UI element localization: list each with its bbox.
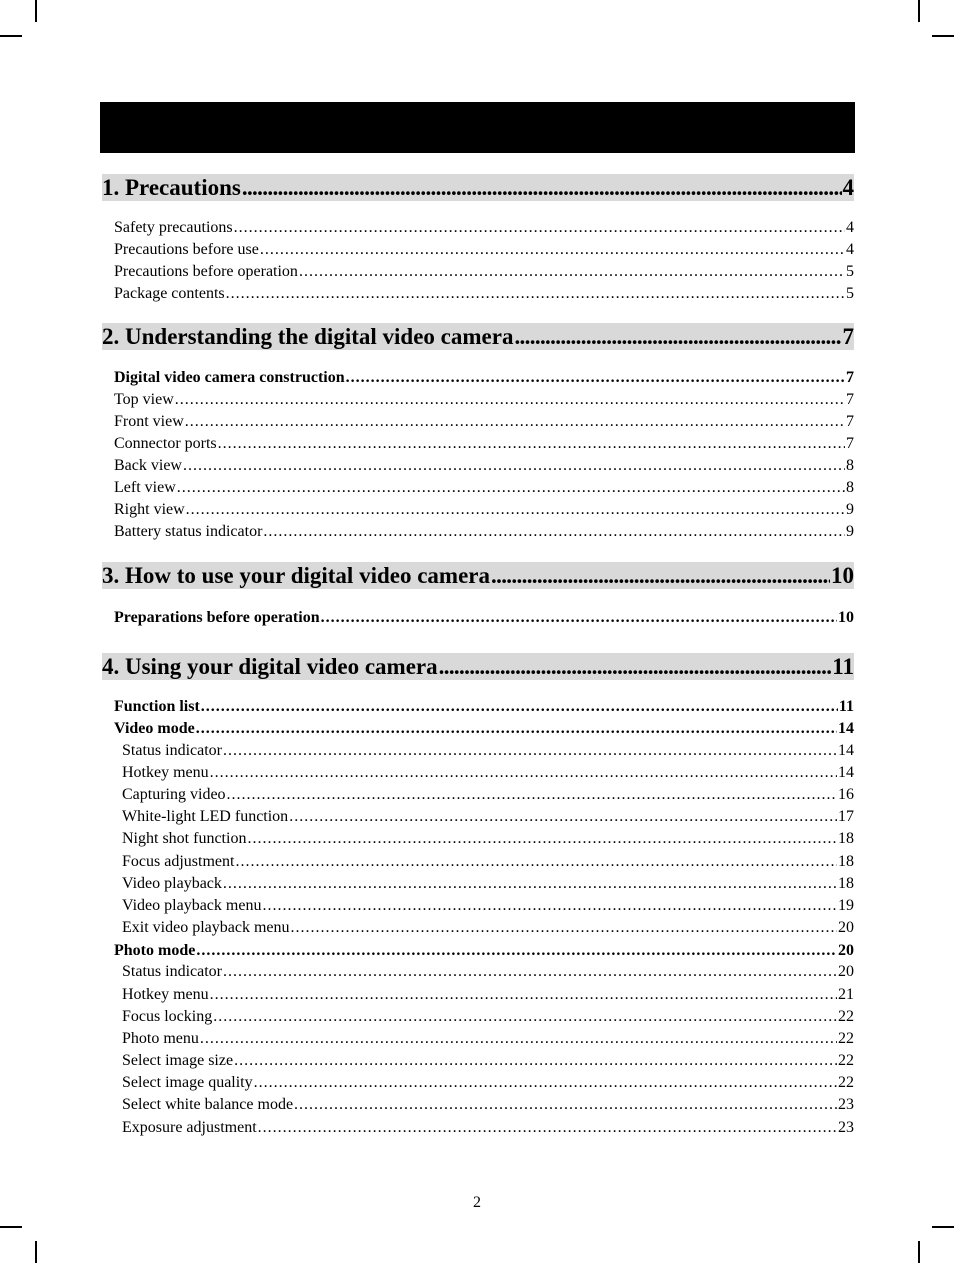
- dot-leader: [247, 828, 837, 850]
- toc-entry[interactable]: [114, 455, 854, 477]
- toc-entry-title: Exit video playback menu: [122, 919, 290, 936]
- toc-entry-page: 16: [838, 786, 854, 803]
- toc-section-heading[interactable]: [102, 562, 854, 589]
- toc-entry-title: Preparations before operation: [114, 609, 320, 626]
- toc-entry[interactable]: [122, 806, 854, 828]
- toc-entry-title: Back view: [114, 457, 182, 474]
- toc-section-heading[interactable]: [102, 174, 854, 201]
- toc-section-heading-page: 10: [831, 563, 854, 588]
- toc-entry-title: Focus locking: [122, 1008, 213, 1025]
- toc-entry-page: 5: [846, 285, 854, 302]
- dot-leader: [321, 607, 837, 629]
- toc-entry-title: Package contents: [114, 285, 225, 302]
- toc-entry[interactable]: [114, 607, 854, 629]
- toc-entry[interactable]: [122, 740, 854, 762]
- toc-entry-title: Left view: [114, 479, 176, 496]
- toc-entry-title: Front view: [114, 413, 184, 430]
- toc-entry-title: Photo menu: [122, 1030, 199, 1047]
- dot-leader: [213, 1006, 837, 1028]
- toc-entry[interactable]: [114, 389, 854, 411]
- dot-leader: [210, 984, 837, 1006]
- toc-entry[interactable]: [122, 1094, 854, 1116]
- toc-entry-title: Hotkey menu: [122, 986, 209, 1003]
- toc-entry-title: Photo mode: [114, 942, 196, 959]
- toc-entry[interactable]: [114, 477, 854, 499]
- page-number: 2: [473, 1194, 481, 1211]
- dot-leader: [185, 411, 845, 433]
- toc-entry[interactable]: [114, 718, 854, 740]
- toc-entry-page: 22: [838, 1074, 854, 1091]
- dot-leader: [289, 806, 837, 828]
- dot-leader: [196, 718, 837, 740]
- toc-entry[interactable]: [114, 940, 854, 962]
- toc-section-heading-title: 1. Precautions: [102, 175, 241, 200]
- dot-leader: [299, 261, 845, 283]
- dot-leader: [242, 174, 842, 201]
- toc-entry[interactable]: [114, 239, 854, 261]
- toc-entry-page: 22: [838, 1008, 854, 1025]
- toc-entry-page: 18: [838, 853, 854, 870]
- dot-leader: [491, 562, 830, 589]
- toc-entry-page: 14: [838, 720, 854, 737]
- toc-section-heading-page: 4: [842, 175, 854, 200]
- toc-entry[interactable]: [114, 696, 854, 718]
- dot-leader: [177, 477, 845, 499]
- dot-leader: [183, 455, 845, 477]
- toc-entry[interactable]: [122, 895, 854, 917]
- toc-entry-page: 18: [838, 875, 854, 892]
- toc-entry[interactable]: [114, 261, 854, 283]
- toc-entry-page: 8: [846, 457, 854, 474]
- toc-section-heading-title: 4. Using your digital video camera: [102, 654, 438, 679]
- toc-entry-page: 22: [838, 1052, 854, 1069]
- toc-entry-page: 4: [846, 241, 854, 258]
- toc-entry-title: Right view: [114, 501, 185, 518]
- dot-leader: [226, 283, 845, 305]
- toc-entry-title: Status indicator: [122, 742, 222, 759]
- dot-leader: [262, 895, 837, 917]
- toc-entry-title: Select image quality: [122, 1074, 253, 1091]
- toc-entry-title: Connector ports: [114, 435, 217, 452]
- toc-entry-title: Status indicator: [122, 963, 222, 980]
- dot-leader: [201, 696, 838, 718]
- toc-entry-title: Capturing video: [122, 786, 226, 803]
- dot-leader: [210, 762, 837, 784]
- toc-entry[interactable]: [122, 828, 854, 850]
- toc-entry-title: Focus adjustment: [122, 853, 235, 870]
- dot-leader: [514, 323, 841, 350]
- dot-leader: [294, 1094, 837, 1116]
- dot-leader: [439, 653, 832, 680]
- toc-entry-title: Night shot function: [122, 830, 247, 847]
- toc-entry-title: Safety precautions: [114, 219, 233, 236]
- toc-entry-page: 14: [838, 742, 854, 759]
- toc-entry-page: 18: [838, 830, 854, 847]
- toc-entry-title: Battery status indicator: [114, 523, 263, 540]
- toc-section-heading-page: 11: [832, 654, 854, 679]
- toc-section-heading-title: 3. How to use your digital video camera: [102, 563, 490, 588]
- toc-entry-title: Select image size: [122, 1052, 234, 1069]
- toc-entry-page: 23: [838, 1096, 854, 1113]
- dot-leader: [223, 961, 837, 983]
- toc-entry[interactable]: [122, 1117, 854, 1139]
- dot-leader: [291, 917, 837, 939]
- dot-leader: [346, 367, 845, 389]
- dot-leader: [223, 740, 837, 762]
- toc-entry-title: Precautions before use: [114, 241, 259, 258]
- toc-entry-page: 9: [846, 523, 854, 540]
- toc-entry-page: 4: [846, 219, 854, 236]
- toc-entry[interactable]: [114, 283, 854, 305]
- toc-entry[interactable]: [122, 917, 854, 939]
- dot-leader: [223, 873, 837, 895]
- toc-entry-page: 8: [846, 479, 854, 496]
- toc-entry-title: Digital video camera construction: [114, 369, 345, 386]
- toc-entry-title: Top view: [114, 391, 174, 408]
- dot-leader: [196, 940, 837, 962]
- toc-entry[interactable]: [114, 433, 854, 455]
- toc-entry[interactable]: [122, 784, 854, 806]
- dot-leader: [186, 499, 845, 521]
- toc-entry[interactable]: [122, 851, 854, 873]
- toc-entry[interactable]: [122, 762, 854, 784]
- toc-entry-title: Hotkey menu: [122, 764, 209, 781]
- toc-entry-page: 20: [838, 919, 854, 936]
- dot-leader: [254, 1072, 837, 1094]
- toc-entry[interactable]: [114, 411, 854, 433]
- toc-entry-page: 11: [838, 698, 854, 715]
- toc-entry[interactable]: [122, 961, 854, 983]
- toc-entry[interactable]: [122, 873, 854, 895]
- toc-entry[interactable]: [122, 984, 854, 1006]
- dot-leader: [234, 217, 845, 239]
- toc-entry-page: 20: [838, 963, 854, 980]
- toc-entry-title: Video mode: [114, 720, 195, 737]
- toc-entry[interactable]: [114, 217, 854, 239]
- toc-entry-page: 19: [838, 897, 854, 914]
- dot-leader: [258, 1117, 837, 1139]
- dot-leader: [227, 784, 837, 806]
- toc-entry-page: 17: [838, 808, 854, 825]
- toc-entry-title: Precautions before operation: [114, 263, 298, 280]
- toc-entry-page: 10: [838, 609, 854, 626]
- dot-leader: [234, 1050, 837, 1072]
- toc-entry-page: 22: [838, 1030, 854, 1047]
- dot-leader: [260, 239, 845, 261]
- toc-entry[interactable]: [122, 1028, 854, 1050]
- toc-section-heading[interactable]: [102, 653, 854, 680]
- toc-entry-page: 23: [838, 1119, 854, 1136]
- dot-leader: [175, 389, 845, 411]
- toc-entry[interactable]: [122, 1050, 854, 1072]
- toc-entry-page: 7: [846, 369, 854, 386]
- toc-entry[interactable]: [122, 1006, 854, 1028]
- toc-entry[interactable]: [122, 1072, 854, 1094]
- toc-entry[interactable]: [114, 367, 854, 389]
- dot-leader: [218, 433, 845, 455]
- toc-section-heading-page: 7: [842, 324, 854, 349]
- dot-leader: [235, 851, 837, 873]
- toc-entry-page: 7: [846, 413, 854, 430]
- toc-entry-title: White-light LED function: [122, 808, 289, 825]
- toc-entry-page: 5: [846, 263, 854, 280]
- toc-entry-page: 14: [838, 764, 854, 781]
- toc-entry-title: Video playback: [122, 875, 222, 892]
- toc-entry-page: 9: [846, 501, 854, 518]
- toc-entry[interactable]: [114, 521, 854, 543]
- toc-entry-title: Select white balance mode: [122, 1096, 294, 1113]
- toc-section-heading-title: 2. Understanding the digital video camera: [102, 324, 514, 349]
- toc-entry[interactable]: [114, 499, 854, 521]
- toc-section-heading[interactable]: [102, 323, 854, 350]
- toc-entry-page: 21: [838, 986, 854, 1003]
- toc-entry-title: Exposure adjustment: [122, 1119, 257, 1136]
- toc-entry-title: Function list: [114, 698, 200, 715]
- toc-entry-page: 20: [838, 942, 854, 959]
- toc-entry-page: 7: [846, 435, 854, 452]
- dot-leader: [200, 1028, 837, 1050]
- toc-entry-page: 7: [846, 391, 854, 408]
- dot-leader: [263, 521, 845, 543]
- toc-entry-title: Video playback menu: [122, 897, 262, 914]
